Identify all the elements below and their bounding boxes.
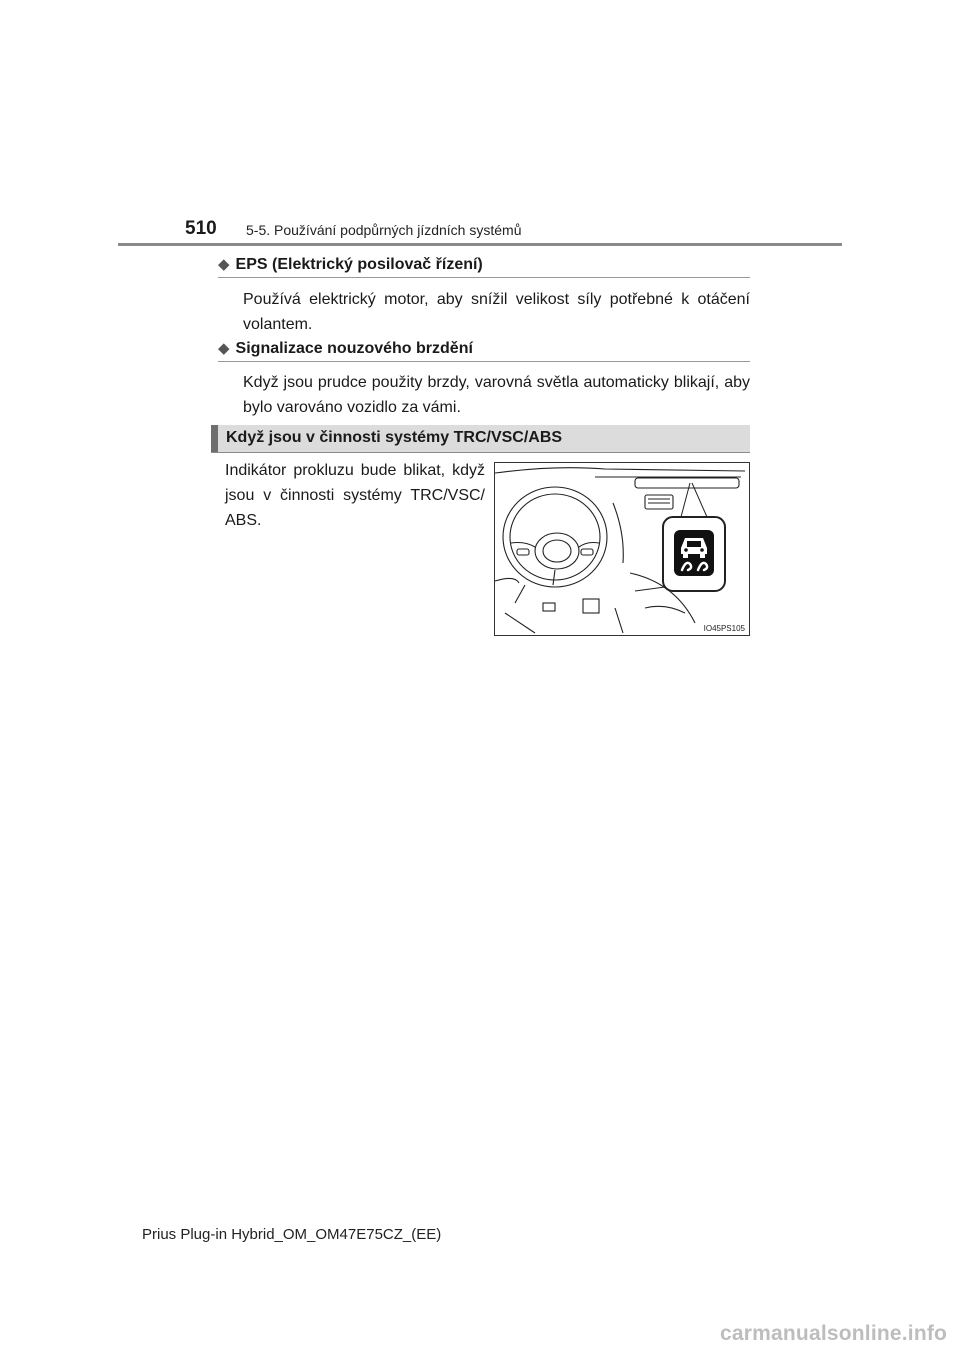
eps-body: Používá elektrický motor, aby snížil velikost síly potřebné k otáčení volantem. xyxy=(243,291,750,333)
heading-accent xyxy=(211,425,218,452)
trc-heading: Když jsou v činnosti systémy TRC/VSC/ABS xyxy=(226,429,563,446)
brake-signal-heading xyxy=(218,339,473,358)
heading-underline xyxy=(211,452,750,453)
brake-signal-heading-text: Signalizace nouzového brzdění xyxy=(235,340,473,357)
page-number: 510 xyxy=(185,218,217,239)
eps-heading-rule xyxy=(218,277,750,278)
slip-indicator-icon xyxy=(674,530,714,576)
footer-manual-id: Prius Plug-in Hybrid_OM_OM47E75CZ_(EE) xyxy=(142,1226,442,1243)
eps-heading-text: EPS (Elektrický posilovač řízení) xyxy=(235,256,483,273)
trc-body: Indikátor prokluzu bude blikat, když jsou v činnosti systémy TRC/VSC/ ABS. xyxy=(225,462,485,529)
trc-heading-bar xyxy=(211,425,750,452)
dashboard-illustration xyxy=(494,462,750,636)
header-divider xyxy=(118,243,842,246)
section-title: 5-5. Používání podpůrných jízdních systémů xyxy=(246,222,522,238)
brake-signal-heading-rule xyxy=(218,361,750,362)
diamond-bullet-icon: ◆ xyxy=(218,340,230,357)
watermark-link[interactable]: carmanualsonline.info xyxy=(720,1322,948,1345)
brake-signal-body: Když jsou prudce použity brzdy, varovná světla automaticky blikají, aby bylo varováno vozidlo za vámi. xyxy=(243,374,750,416)
eps-heading xyxy=(218,255,483,274)
figure-code: IO45PS105 xyxy=(703,624,745,633)
diamond-bullet-icon: ◆ xyxy=(218,256,230,273)
